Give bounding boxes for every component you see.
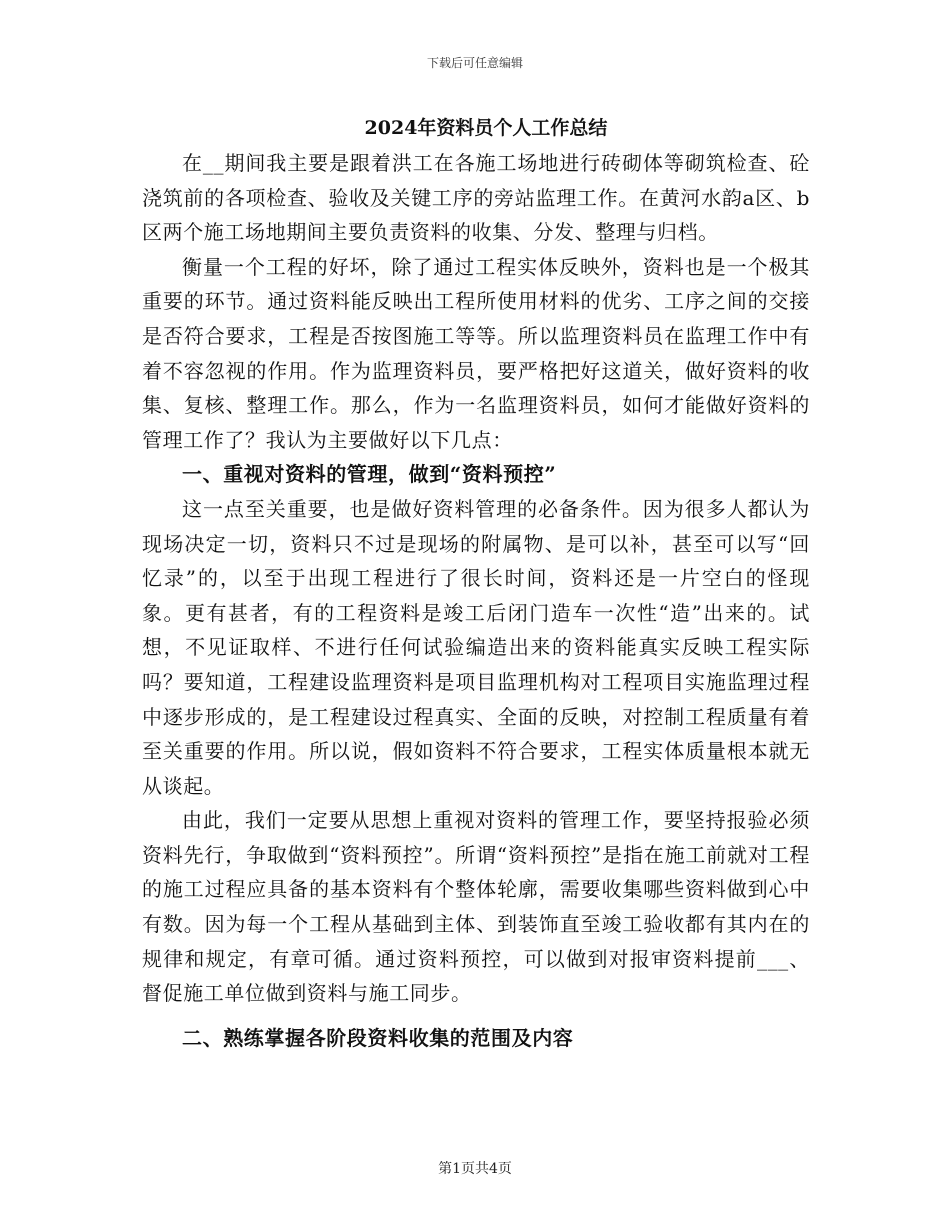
page-header-note: 下载后可任意编辑 <box>426 56 523 70</box>
page-footer: 第1页共4页 <box>438 1161 512 1177</box>
paragraph-2: 衡量一个工程的好坏，除了通过工程实体反映外，资料也是一个极其重要的环节。通过资料能反映出工程所使用材料的优劣、工序之间的交接是否符合要求，工程是否按图施工等等。所以监理资料员在监理工作中有着不容忽视的作用。作为监理资料员，要严格把好这道关，做好资料的收集、复核、整理工作。那么，作为一名监理资料员，如何才能做好资料的管理工作了？我认为主要做好以下几点： <box>142 254 810 452</box>
paragraph-4: 由此，我们一定要从思想上重视对资料的管理工作，要坚持报验必须资料先行，争取做到“资料预控”。所谓“资料预控”是指在施工前就对工程的施工过程应具备的基本资料有个整体轮廓，需要收集哪些资料做到心中有数。因为每一个工程从基础到主体、到装饰直至竣工验收都有其内在的规律和规定，有章可循。通过资料预控，可以做到对报审资料提前___、督促施工单位做到资料与施工同步。 <box>142 808 810 1006</box>
section-heading-1: 一、重视对资料的管理，做到“资料预控” <box>182 462 557 487</box>
document-title: 2024年资料员个人工作总结 <box>364 117 608 139</box>
section-heading-2: 二、熟练掌握各阶段资料收集的范围及内容 <box>182 1025 574 1050</box>
paragraph-3: 这一点至关重要，也是做好资料管理的必备条件。因为很多人都认为现场决定一切，资料只不过是现场的附属物、是可以补，甚至可以写“回忆录”的，以至于出现工程进行了很长时间，资料还是一片空白的怪现象。更有甚者，有的工程资料是竣工后闭门造车一次性“造”出来的。试想，不见证取样、不进行任何试验编造出来的资料能真实反映工程实际吗？要知道，工程建设监理资料是项目监理机构对工程项目实施监理过程中逐步形成的，是工程建设过程真实、全面的反映，对控制工程质量有着至关重要的作用。所以说，假如资料不符合要求，工程实体质量根本就无从谈起。 <box>142 496 810 798</box>
document-body <box>142 110 810 1055</box>
paragraph-1: 在__期间我主要是跟着洪工在各施工场地进行砖砌体等砌筑检查、砼浇筑前的各项检查、验收及关键工序的旁站监理工作。在黄河水韵a区、b区两个施工场地期间主要负责资料的收集、分发、整理与归档。 <box>142 151 810 245</box>
